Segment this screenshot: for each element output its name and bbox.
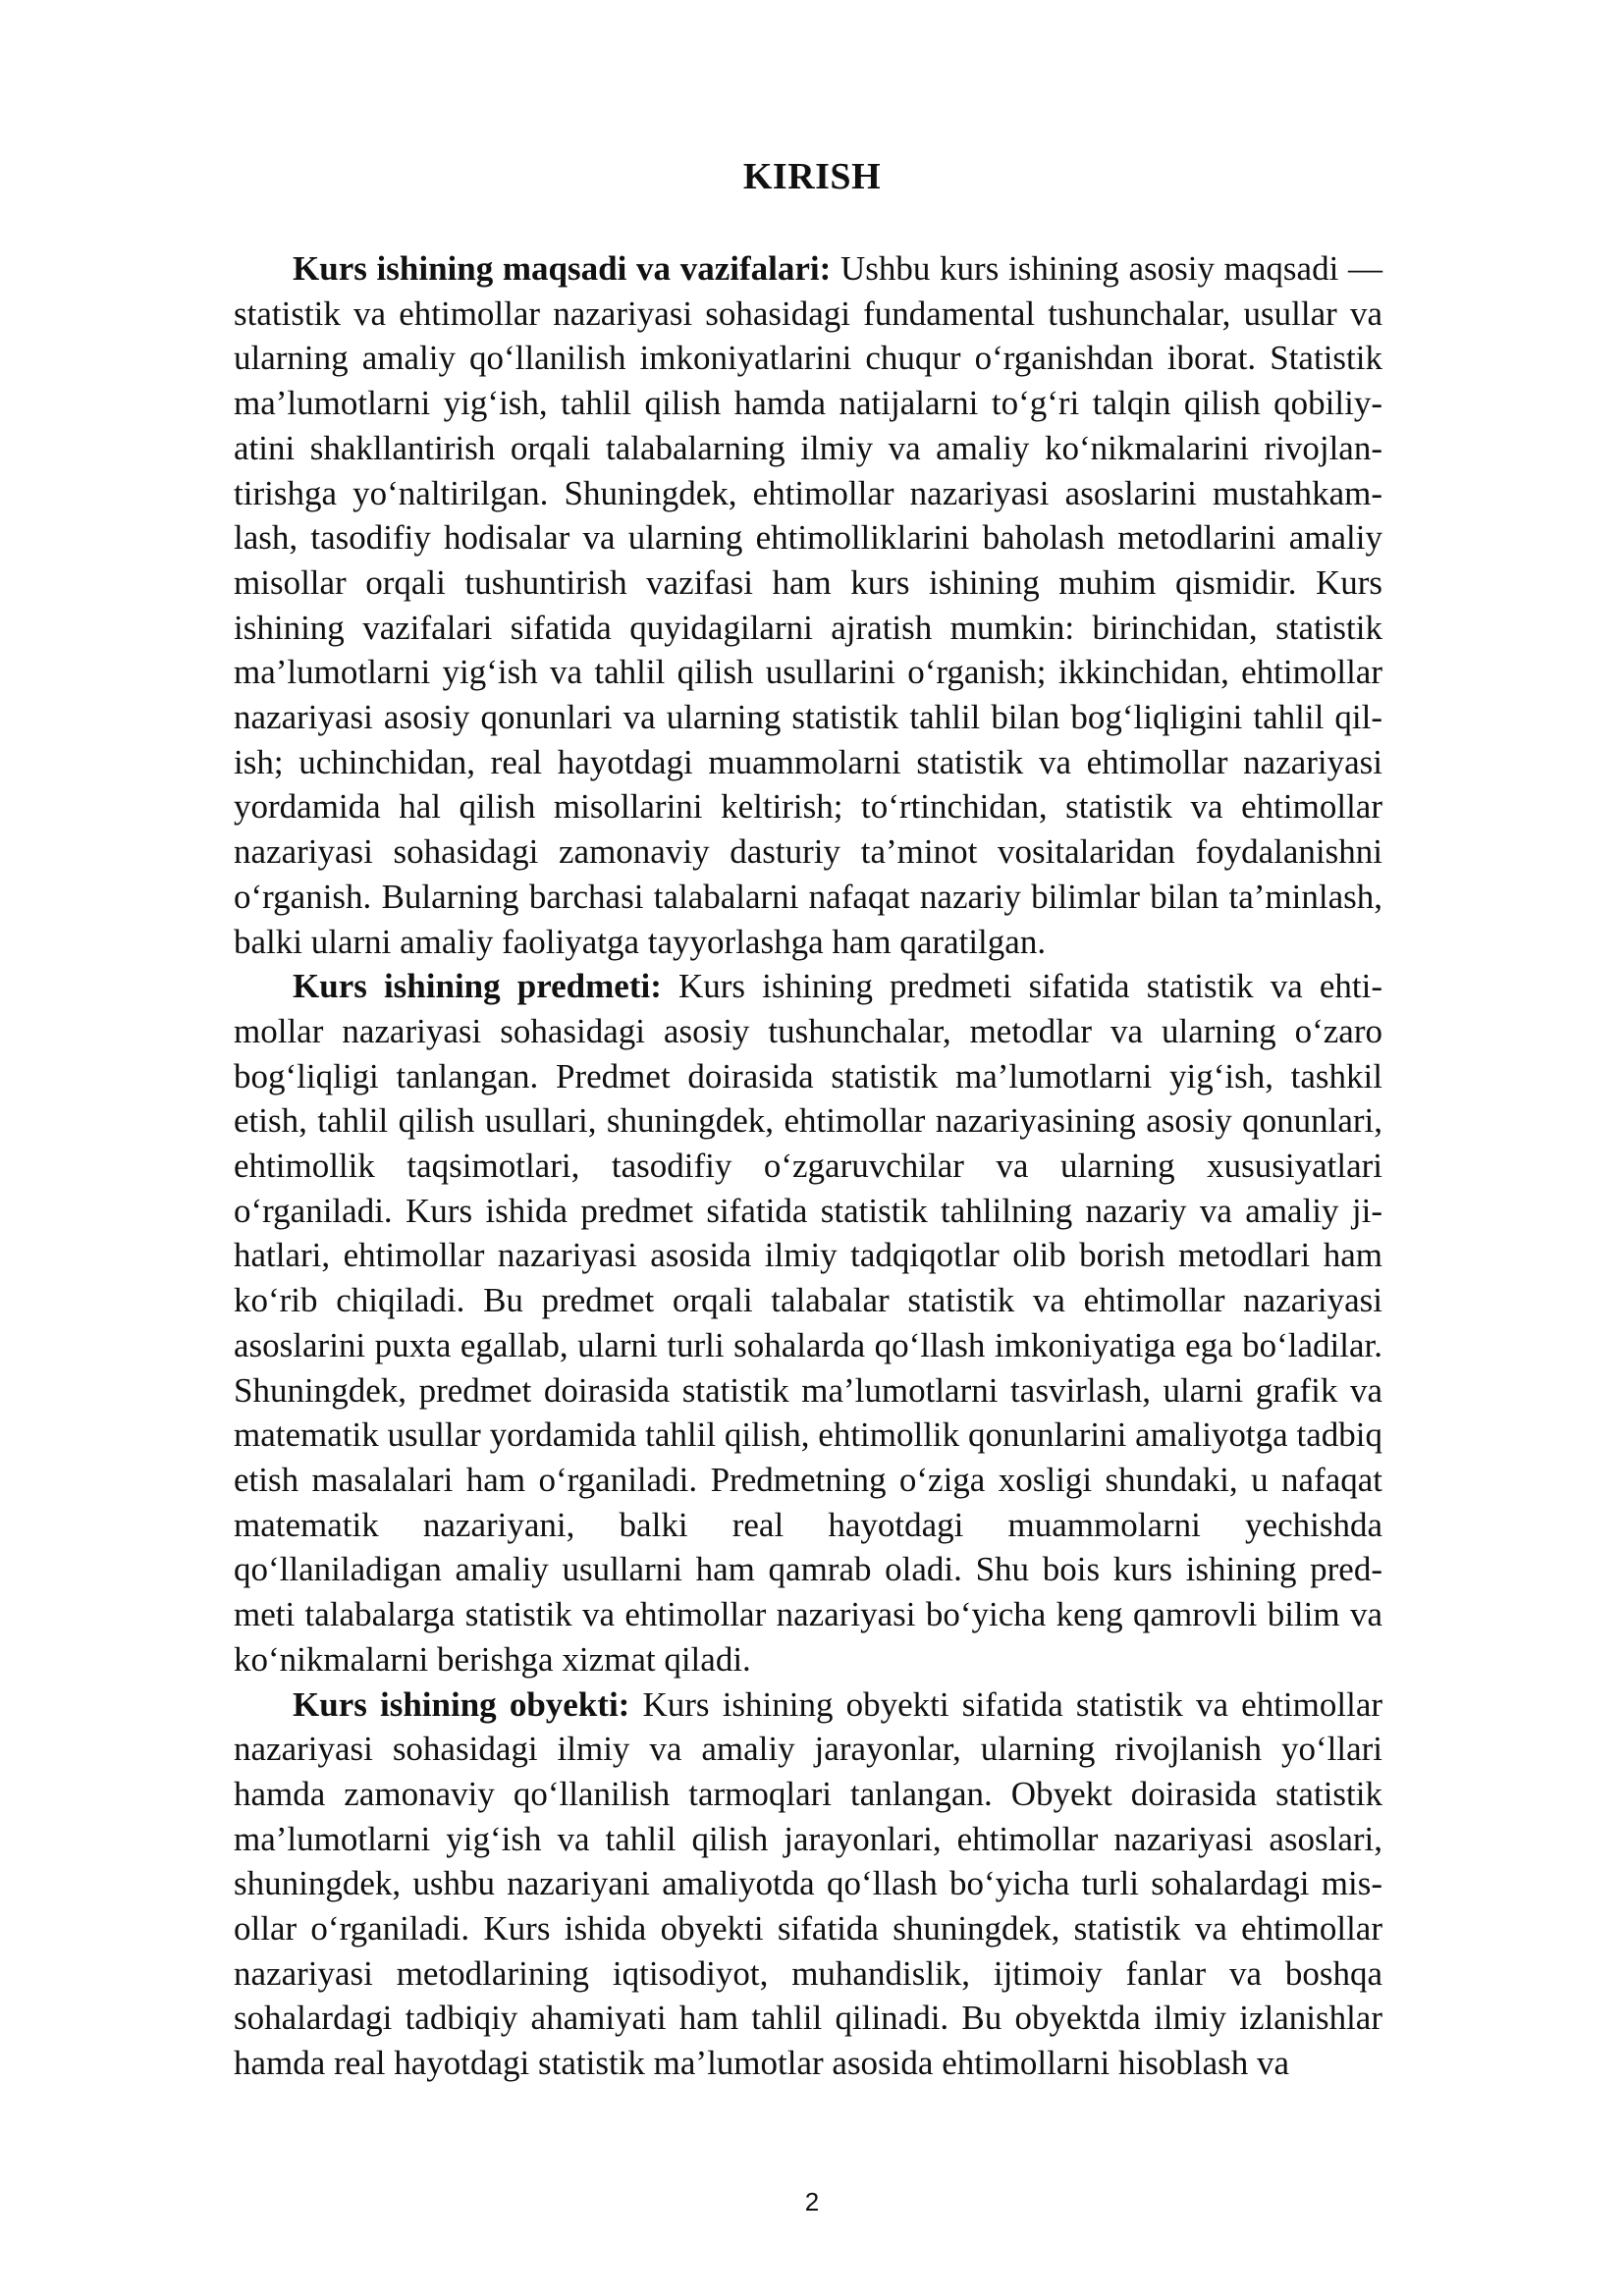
- paragraph-maqsadi: [234, 246, 1382, 964]
- body-text: [234, 246, 1382, 2086]
- paragraph-text: Ushbu kurs ishining asosiy maqsadi — statistik va ehtimollar nazariyasi sohasidagi fundamental tushunchalar, usullar va ularning amaliy qo‘llanilish imkoniyatlarini chuqur o‘rganishdan iborat. Statistik ma’lumotlarni yig‘ish, tahlil qilish hamda natijalarni to‘g‘ri talqin qilish qobiliyatini shakllantirish orqali talabalarning ilmiy va amaliy ko‘nikmalarini rivojlantirishga yo‘naltirilgan. Shuningdek, ehtimollar nazariyasi asoslarini mustahkamlash, tasodifiy hodisalar va ularning ehtimolliklarini baholash metodlarini amaliy misollar orqali tushuntirish vazifasi ham kurs ishining muhim qismidir. Kurs ishining vazifalari sifatida quyidagilarni ajratish mumkin: birinchidan, statistik ma’lumotlarni yig‘ish va tahlil qilish usullarini o‘rganish; ikkinchidan, ehtimollar nazariyasi asosiy qonunlari va ularning statistik tahlil bilan bog‘liqligini tahlil qilish; uchinchidan, real hayotdagi muammolarni statistik va ehtimollar nazariyasi yordamida hal qilish misollarini keltirish; to‘rtinchidan, statistik va ehtimollar nazariyasi sohasidagi zamonaviy dasturiy ta’minot vositalaridan foydalanishni o‘rganish. Bularning barchasi talabalarni nafaqat nazariy bilimlar bilan ta’minlash, balki ularni amaliy faoliyatga tayyorlashga ham qaratilgan.: [234, 249, 1382, 961]
- paragraph-lead: Kurs ishining predmeti:: [293, 967, 662, 1006]
- paragraph-predmeti: [234, 964, 1382, 1682]
- paragraph-obyekti: [234, 1682, 1382, 2086]
- paragraph-text: Kurs ishining predmeti sifatida statistik va ehtimollar nazariyasi sohasidagi asosiy tushunchalar, metodlar va ularning o‘zaro bog‘liqligi tanlangan. Predmet doirasida statistik ma’lumotlarni yig‘ish, tashkil etish, tahlil qilish usullari, shuningdek, ehtimollar nazariyasining asosiy qonunlari, ehtimollik taqsimotlari, tasodifiy o‘zgaruvchilar va ularning xususiyatlari o‘rganiladi. Kurs ishida predmet sifatida statistik tahlilning nazariy va amaliy jihatlari, ehtimollar nazariyasi asosida ilmiy tadqiqotlar olib borish metodlari ham ko‘rib chiqiladi. Bu predmet orqali talabalar statistik va ehtimollar nazariyasi asoslarini puxta egallab, ularni turli sohalarda qo‘llash imkoniyatiga ega bo‘ladilar. Shuningdek, predmet doirasida statistik ma’lumotlarni tasvirlash, ularni grafik va matematik usullar yordamida tahlil qilish, ehtimollik qonunlarini amaliyotga tadbiq etish masalalari ham o‘rganiladi. Predmetning o‘ziga xosligi shundaki, u nafaqat matematik nazariyani, balki real hayotdagi muammolarni yechishda qo‘llaniladigan amaliy usullarni ham qamrab oladi. Shu bois kurs ishining predmeti talabalarga statistik va ehtimollar nazariyasi bo‘yicha keng qamrovli bilim va ko‘nikmalarni berishga xizmat qiladi.: [234, 967, 1382, 1679]
- paragraph-text: Kurs ishining obyekti sifatida statistik va ehtimollar nazariyasi sohasidagi ilmiy va amaliy jarayonlar, ularning rivojlanish yo‘llari hamda zamonaviy qo‘llanilish tarmoqlari tanlangan. Obyekt doirasida statistik ma’lumotlarni yig‘ish va tahlil qilish jarayonlari, ehtimollar nazariyasi asoslari, shuningdek, ushbu nazariyani amaliyotda qo‘llash bo‘yicha turli sohalardagi misollar o‘rganiladi. Kurs ishida obyekti sifatida shuningdek, statistik va ehtimollar nazariyasi metodlarining iqtisodiyot, muhandislik, ijtimoiy fanlar va boshqa sohalardagi tadbiqiy ahamiyati ham tahlil qilinadi. Bu obyektda ilmiy izlanishlar hamda real hayotdagi statistik ma’lumotlar asosida ehtimollarni hisoblash va: [234, 1684, 1383, 2083]
- page-title: KIRISH: [742, 156, 882, 197]
- paragraph-lead: Kurs ishining maqsadi va vazifalari:: [293, 249, 832, 288]
- page-number: 2: [804, 2187, 820, 2216]
- paragraph-lead: Kurs ishining obyekti:: [293, 1684, 630, 1724]
